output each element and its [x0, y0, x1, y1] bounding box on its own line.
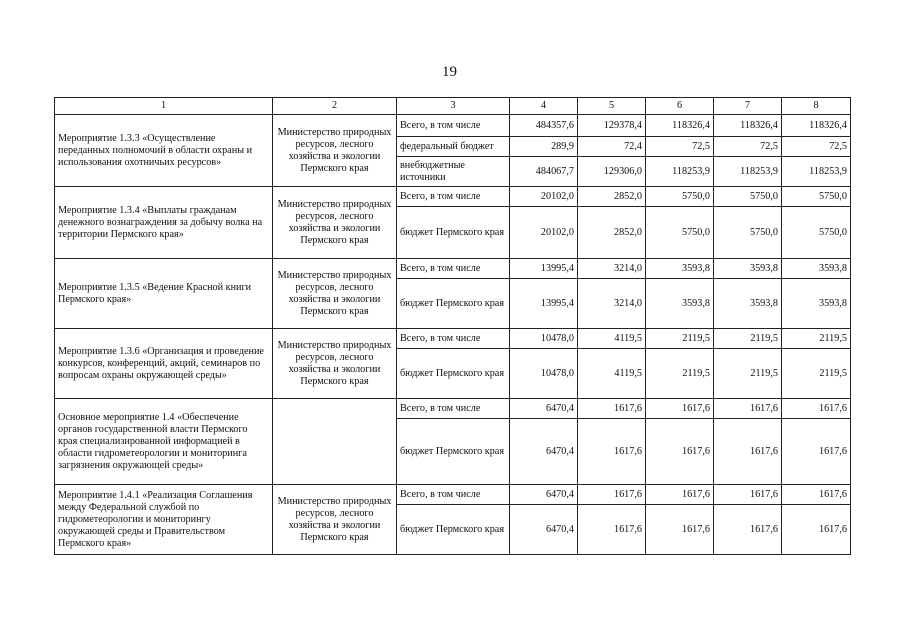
value-cell: 3593,8 [714, 259, 782, 279]
value-cell: 6470,4 [510, 485, 578, 505]
funding-source: Всего, в том числе [397, 329, 510, 349]
value-cell: 13995,4 [510, 279, 578, 329]
value-cell: 4119,5 [578, 329, 646, 349]
funding-source: внебюджетные источники [397, 157, 510, 187]
funding-source: Всего, в том числе [397, 187, 510, 207]
column-header: 3 [397, 98, 510, 115]
value-cell: 118326,4 [714, 115, 782, 137]
measure-name: Мероприятие 1.3.4 «Выплаты гражданам денежного вознаграждения за добычу волка на территории Пермского края» [55, 187, 273, 259]
value-cell: 72,5 [714, 137, 782, 157]
value-cell: 2119,5 [782, 329, 851, 349]
value-cell: 1617,6 [646, 419, 714, 485]
measure-name: Мероприятие 1.3.6 «Организация и проведение конкурсов, конференций, акций, семинаров по вопросам охраны окружающей среды» [55, 329, 273, 399]
value-cell: 5750,0 [646, 187, 714, 207]
value-cell: 3593,8 [782, 279, 851, 329]
column-header: 2 [273, 98, 397, 115]
column-header: 5 [578, 98, 646, 115]
value-cell: 3214,0 [578, 259, 646, 279]
value-cell: 1617,6 [646, 485, 714, 505]
value-cell: 6470,4 [510, 399, 578, 419]
column-header: 6 [646, 98, 714, 115]
value-cell: 289,9 [510, 137, 578, 157]
table-row [55, 329, 851, 349]
value-cell: 1617,6 [578, 505, 646, 555]
column-header: 8 [782, 98, 851, 115]
table-row [55, 259, 851, 279]
value-cell: 2119,5 [714, 329, 782, 349]
executor: Министерство природных ресурсов, лесного хозяйства и экологии Пермского края [273, 115, 397, 187]
value-cell: 10478,0 [510, 329, 578, 349]
value-cell: 6470,4 [510, 505, 578, 555]
executor: Министерство природных ресурсов, лесного хозяйства и экологии Пермского края [273, 187, 397, 259]
value-cell: 129306,0 [578, 157, 646, 187]
value-cell: 72,5 [646, 137, 714, 157]
value-cell: 118253,9 [782, 157, 851, 187]
value-cell: 118326,4 [782, 115, 851, 137]
value-cell: 1617,6 [782, 399, 851, 419]
value-cell: 20102,0 [510, 207, 578, 259]
value-cell: 72,5 [782, 137, 851, 157]
value-cell: 1617,6 [714, 485, 782, 505]
value-cell: 5750,0 [782, 207, 851, 259]
value-cell: 118253,9 [714, 157, 782, 187]
value-cell: 1617,6 [714, 399, 782, 419]
table-row [55, 399, 851, 419]
funding-source: бюджет Пермского края [397, 349, 510, 399]
table-row [55, 485, 851, 505]
funding-source: бюджет Пермского края [397, 207, 510, 259]
executor: Министерство природных ресурсов, лесного хозяйства и экологии Пермского края [273, 485, 397, 555]
funding-table [54, 97, 851, 555]
value-cell: 118253,9 [646, 157, 714, 187]
value-cell: 3593,8 [714, 279, 782, 329]
value-cell: 1617,6 [578, 399, 646, 419]
funding-source: федеральный бюджет [397, 137, 510, 157]
value-cell: 5750,0 [646, 207, 714, 259]
funding-source: Всего, в том числе [397, 259, 510, 279]
column-header: 1 [55, 98, 273, 115]
executor [273, 399, 397, 485]
measure-name: Мероприятие 1.3.3 «Осуществление переданных полномочий в области охраны и использования охотничьих ресурсов» [55, 115, 273, 187]
page-number: 19 [442, 64, 457, 80]
value-cell: 3593,8 [646, 279, 714, 329]
value-cell: 1617,6 [578, 485, 646, 505]
column-header: 7 [714, 98, 782, 115]
value-cell: 1617,6 [578, 419, 646, 485]
value-cell: 2119,5 [646, 349, 714, 399]
table-row [55, 115, 851, 137]
column-header: 4 [510, 98, 578, 115]
executor: Министерство природных ресурсов, лесного хозяйства и экологии Пермского края [273, 329, 397, 399]
value-cell: 4119,5 [578, 349, 646, 399]
value-cell: 484357,6 [510, 115, 578, 137]
funding-source: бюджет Пермского края [397, 279, 510, 329]
value-cell: 2119,5 [782, 349, 851, 399]
value-cell: 3593,8 [782, 259, 851, 279]
table-row [55, 187, 851, 207]
value-cell: 1617,6 [714, 505, 782, 555]
funding-source: бюджет Пермского края [397, 419, 510, 485]
value-cell: 1617,6 [646, 399, 714, 419]
funding-source: Всего, в том числе [397, 115, 510, 137]
value-cell: 1617,6 [782, 485, 851, 505]
value-cell: 5750,0 [782, 187, 851, 207]
value-cell: 118326,4 [646, 115, 714, 137]
funding-source: Всего, в том числе [397, 399, 510, 419]
funding-source: бюджет Пермского края [397, 505, 510, 555]
table-header-row [55, 98, 851, 115]
executor: Министерство природных ресурсов, лесного хозяйства и экологии Пермского края [273, 259, 397, 329]
value-cell: 2119,5 [714, 349, 782, 399]
value-cell: 2852,0 [578, 187, 646, 207]
value-cell: 3593,8 [646, 259, 714, 279]
value-cell: 2852,0 [578, 207, 646, 259]
measure-name: Основное мероприятие 1.4 «Обеспечение органов государственной власти Пермского края специализированной информацией в области гидрометеорологии и мониторинга загрязнения окружающей среды» [55, 399, 273, 485]
value-cell: 72,4 [578, 137, 646, 157]
value-cell: 129378,4 [578, 115, 646, 137]
value-cell: 10478,0 [510, 349, 578, 399]
measure-name: Мероприятие 1.4.1 «Реализация Соглашения между Федеральной службой по гидрометеорологии и мониторингу окружающей среды и Правительством Пермского края» [55, 485, 273, 555]
value-cell: 5750,0 [714, 187, 782, 207]
value-cell: 5750,0 [714, 207, 782, 259]
value-cell: 6470,4 [510, 419, 578, 485]
funding-source: Всего, в том числе [397, 485, 510, 505]
value-cell: 20102,0 [510, 187, 578, 207]
value-cell: 484067,7 [510, 157, 578, 187]
value-cell: 13995,4 [510, 259, 578, 279]
value-cell: 1617,6 [646, 505, 714, 555]
measure-name: Мероприятие 1.3.5 «Ведение Красной книги Пермского края» [55, 259, 273, 329]
value-cell: 1617,6 [782, 419, 851, 485]
value-cell: 1617,6 [782, 505, 851, 555]
value-cell: 2119,5 [646, 329, 714, 349]
value-cell: 1617,6 [714, 419, 782, 485]
value-cell: 3214,0 [578, 279, 646, 329]
